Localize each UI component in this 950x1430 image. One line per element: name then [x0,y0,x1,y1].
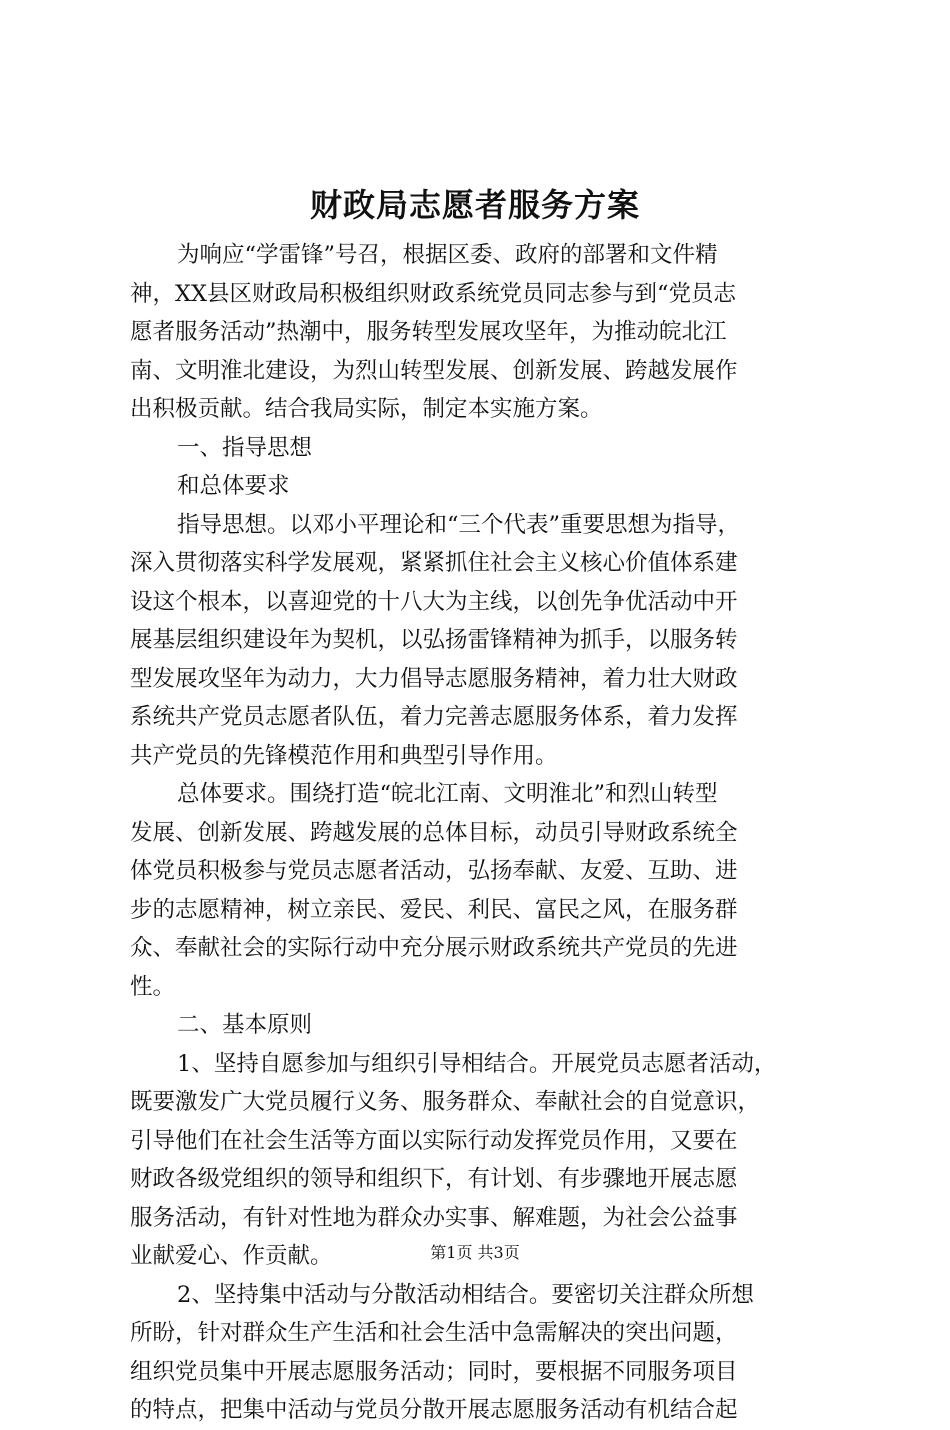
text-line: 二、基本原则 [177,1012,313,1038]
text-line: 指导思想。以邓小平理论和“三个代表”重要思想为指导， [177,511,741,538]
text-line: 发展、创新发展、跨越发展的总体目标，动员引导财政系统全 [130,819,738,846]
text-line: 业献爱心、作贡献。 [130,1243,333,1269]
text-line: 的特点，把集中活动与党员分散开展志愿服务活动有机结合起 [130,1397,738,1423]
text-line: 性。 [130,973,176,1000]
text-line: 步的志愿精神，树立亲民、爱民、利民、富民之风，在服务群 [130,896,738,923]
text-line: 神，XX县区财政局积极组织财政系统党员同志参与到“党员志 [130,280,737,307]
text-line: 2、坚持集中活动与分散活动相结合。要密切关注群众所想 [177,1281,754,1308]
text-line: 系统共产党员志愿者队伍，着力完善志愿服务体系，着力发挥 [130,704,738,730]
text-line: 一、指导思想 [177,434,313,461]
text-line: 共产党员的先锋模范作用和典型引导作用。 [130,742,558,769]
text-line: 众、奉献社会的实际行动中充分展示财政系统共产党员的先进 [130,935,738,961]
text-line: 出积极贡献。结合我局实际，制定本实施方案。 [130,396,603,422]
text-line: 和总体要求 [177,473,290,499]
text-line: 愿者服务活动”热潮中，服务转型发展攻坚年，为推动皖北江 [130,319,727,345]
page-footer: 第1页 共3页 [430,1243,520,1262]
text-line: 南、文明淮北建设，为烈山转型发展、创新发展、跨越发展作 [130,357,738,384]
text-line: 服务活动，有针对性地为群众办实事、解难题，为社会公益事 [130,1204,738,1231]
text-line: 体党员积极参与党员志愿者活动，弘扬奉献、友爱、互助、进 [130,858,738,884]
text-line: 既要激发广大党员履行义务、服务群众、奉献社会的自觉意识， [130,1089,761,1115]
text-line: 组织党员集中开展志愿服务活动；同时，要根据不同服务项目 [130,1358,738,1385]
text-line: 总体要求。围绕打造“皖北江南、文明淮北”和烈山转型 [177,781,718,807]
text-line: 引导他们在社会生活等方面以实际行动发挥党员作用，又要在 [130,1127,738,1154]
text-line: 展基层组织建设年为契机，以弘扬雷锋精神为抓手，以服务转 [130,627,738,653]
text-line: 1、坚持自愿参加与组织引导相结合。开展党员志愿者活动， [177,1050,777,1077]
text-line: 为响应“学雷锋”号召，根据区委、政府的部署和文件精 [177,242,718,268]
text-line: 财政各级党组织的领导和组织下，有计划、有步骤地开展志愿 [130,1166,738,1192]
document-title: 财政局志愿者服务方案 [309,186,640,224]
text-line: 设这个根本，以喜迎党的十八大为主线，以创先争优活动中开 [130,588,738,615]
text-line: 深入贯彻落实科学发展观，紧紧抓住社会主义核心价值体系建 [130,550,738,576]
text-line: 所盼，针对群众生产生活和社会生活中急需解决的突出问题， [130,1320,738,1346]
text-line: 型发展攻坚年为动力，大力倡导志愿服务精神，着力壮大财政 [130,665,738,692]
